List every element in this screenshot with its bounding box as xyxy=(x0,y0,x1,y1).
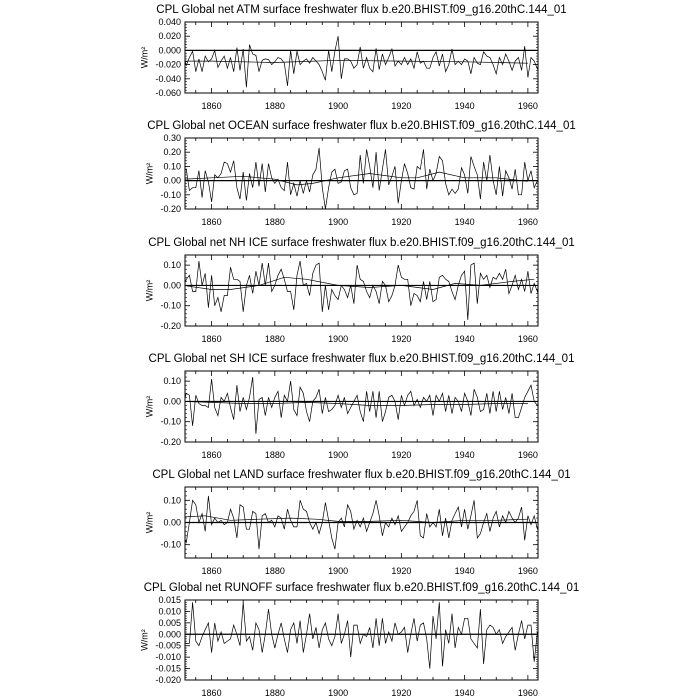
x-tick-label: 1960 xyxy=(517,101,538,111)
y-tick-label: 0.30 xyxy=(163,133,181,143)
y-tick-label: -0.015 xyxy=(155,663,181,674)
panel-title: CPL Global net OCEAN surface freshwater flux b.e20.BHIST.f09_g16.20thC.144_01 xyxy=(147,120,576,132)
y-tick-label: 0.00 xyxy=(163,517,181,528)
y-tick-label: 0.10 xyxy=(163,376,181,387)
x-tick-label: 1880 xyxy=(264,566,285,576)
smoothed-series-line xyxy=(183,172,528,185)
x-tick-label: 1940 xyxy=(454,101,475,111)
x-tick-label: 1920 xyxy=(391,101,412,111)
x-tick-label: 1920 xyxy=(391,450,412,460)
x-tick-label: 1940 xyxy=(454,334,475,344)
x-tick-label: 1940 xyxy=(454,217,475,227)
panel-title: CPL Global net LAND surface freshwater flux b.e20.BHIST.f09_g16.20thC.144_01 xyxy=(152,469,571,481)
y-tick-label: 0.10 xyxy=(163,260,181,271)
y-tick-label: -0.10 xyxy=(160,300,181,311)
y-tick-label: -0.020 xyxy=(155,59,181,70)
y-tick-label: 0.00 xyxy=(163,396,181,407)
y-tick-label: 0.005 xyxy=(158,617,181,628)
y-tick-label: 0.20 xyxy=(163,147,181,158)
x-tick-label: 1960 xyxy=(517,566,538,576)
x-tick-label: 1960 xyxy=(517,217,538,227)
y-axis-label: W/m² xyxy=(144,279,155,302)
y-tick-label: -0.20 xyxy=(160,437,181,447)
annual-series-line xyxy=(183,602,544,668)
plot-frame xyxy=(185,138,538,209)
x-tick-label: 1880 xyxy=(264,334,285,344)
y-tick-label: -0.020 xyxy=(155,675,181,685)
x-tick-label: 1900 xyxy=(328,450,349,460)
y-tick-label: -0.040 xyxy=(155,73,181,84)
y-tick-label: 0.000 xyxy=(158,45,181,56)
y-tick-label: -0.10 xyxy=(160,539,181,550)
x-tick-label: 1880 xyxy=(264,450,285,460)
x-tick-label: 1900 xyxy=(328,566,349,576)
y-tick-label: -0.005 xyxy=(155,640,181,651)
plot-frame xyxy=(185,255,538,326)
y-tick-label: 0.040 xyxy=(158,17,181,27)
x-tick-label: 1920 xyxy=(391,334,412,344)
x-tick-label: 1940 xyxy=(454,450,475,460)
panel-4 xyxy=(145,353,575,460)
panel-6 xyxy=(140,582,580,698)
annual-series-line xyxy=(183,377,544,434)
y-tick-label: -0.060 xyxy=(155,88,181,98)
y-tick-label: 0.010 xyxy=(158,606,181,617)
y-tick-label: 0.00 xyxy=(163,175,181,186)
x-tick-label: 1900 xyxy=(328,101,349,111)
panel-title: CPL Global net RUNOFF surface freshwater flux b.e20.BHIST.f09_g16.20thC.144_01 xyxy=(143,582,580,594)
x-tick-label: 1960 xyxy=(517,334,538,344)
y-tick-label: 0.000 xyxy=(158,629,181,640)
y-tick-label: 0.020 xyxy=(158,31,181,42)
y-tick-label: 0.10 xyxy=(163,495,181,506)
panel-2 xyxy=(145,120,576,227)
y-axis-label: W/m² xyxy=(139,629,150,651)
x-tick-label: 1860 xyxy=(201,450,222,460)
annual-series-line xyxy=(183,148,544,209)
y-tick-label: 0.00 xyxy=(163,280,181,291)
x-tick-label: 1880 xyxy=(264,217,285,227)
x-tick-label: 1920 xyxy=(391,217,412,227)
x-tick-label: 1900 xyxy=(328,334,349,344)
x-tick-label: 1860 xyxy=(201,334,222,344)
x-tick-label: 1920 xyxy=(391,566,412,576)
x-tick-label: 1880 xyxy=(264,101,285,111)
panel-5 xyxy=(145,469,571,576)
x-tick-label: 1960 xyxy=(517,450,538,460)
y-tick-label: -0.10 xyxy=(160,189,181,200)
x-tick-label: 1960 xyxy=(517,688,538,698)
x-tick-label: 1860 xyxy=(201,101,222,111)
x-tick-label: 1860 xyxy=(201,217,222,227)
y-axis-label: W/m² xyxy=(139,46,150,69)
y-axis-label: W/m² xyxy=(144,511,155,534)
x-tick-label: 1860 xyxy=(201,566,222,576)
x-tick-label: 1900 xyxy=(328,217,349,227)
y-tick-label: -0.10 xyxy=(160,416,181,427)
y-tick-label: 0.10 xyxy=(163,161,181,172)
x-tick-label: 1940 xyxy=(454,688,475,698)
annual-series-line xyxy=(183,261,544,320)
x-tick-label: 1920 xyxy=(391,688,412,698)
panel-1 xyxy=(140,4,567,111)
y-axis-label: W/m² xyxy=(144,162,155,185)
y-tick-label: -0.010 xyxy=(155,652,181,663)
plot-frame xyxy=(185,371,538,442)
x-tick-label: 1880 xyxy=(264,688,285,698)
panel-title: CPL Global net ATM surface freshwater flux b.e20.BHIST.f09_g16.20thC.144_01 xyxy=(156,4,567,16)
panel-title: CPL Global net NH ICE surface freshwater flux b.e20.BHIST.f09_g16.20thC.144_01 xyxy=(148,237,575,249)
x-tick-label: 1900 xyxy=(328,688,349,698)
panel-title: CPL Global net SH ICE surface freshwater flux b.e20.BHIST.f09_g16.20thC.144_01 xyxy=(148,353,575,365)
y-tick-label: -0.20 xyxy=(160,204,181,214)
y-tick-label: -0.20 xyxy=(160,321,181,331)
x-tick-label: 1940 xyxy=(454,566,475,576)
y-tick-label: 0.015 xyxy=(158,595,181,605)
x-tick-label: 1860 xyxy=(201,688,222,698)
panel-3 xyxy=(145,237,575,344)
y-axis-label: W/m² xyxy=(144,395,155,418)
